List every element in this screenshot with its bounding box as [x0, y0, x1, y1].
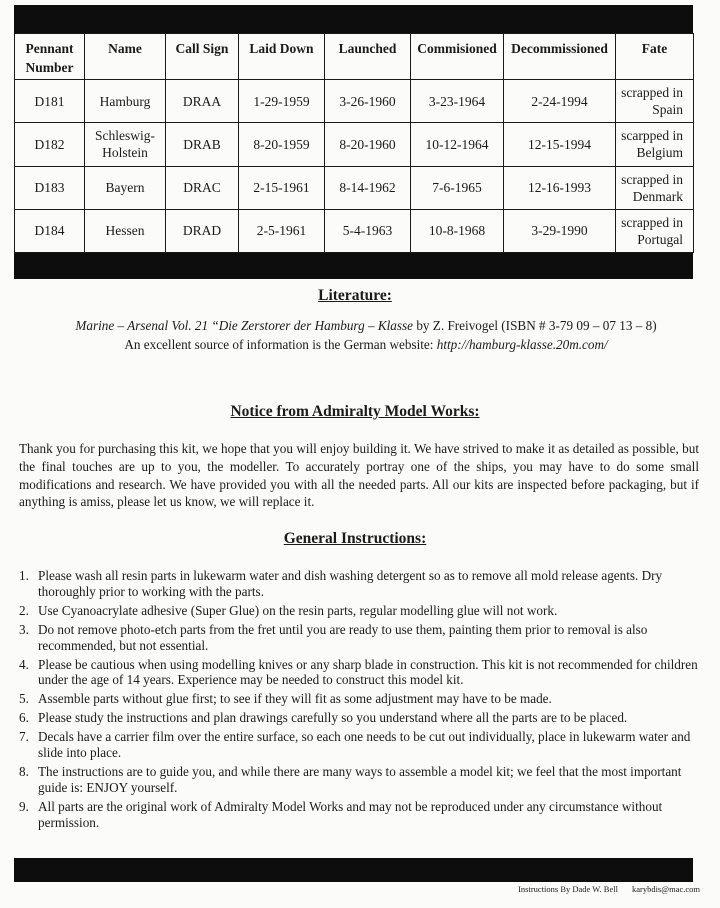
table-cell: DRAA: [166, 80, 239, 123]
table-cell: 3-23-1964: [411, 80, 504, 123]
author-credit: Instructions By Dade W. Bell: [518, 884, 618, 894]
table-cell: D182: [15, 123, 85, 166]
instruction-text: Use Cyanoacrylate adhesive (Super Glue) on the resin parts, regular modelling glue will not work.: [38, 602, 558, 618]
instructions-list: [19, 568, 703, 834]
list-item: 9. All parts are the original work of Admiralty Model Works and may not be reproduced under any circumstance without permission.: [19, 798, 663, 830]
literature-website-line: [6, 337, 720, 353]
website-label: An excellent source of information is the German website:: [124, 337, 437, 352]
table-cell: 8-20-1960: [325, 123, 411, 166]
literature-title: Marine – Arsenal Vol. 21 “Die Zerstorer der Hamburg – Klasse: [75, 318, 414, 333]
list-item: 8. The instructions are to guide you, and while there are many ways to assemble a model kit; we feel that the most important guide is: ENJOY yourself.: [19, 764, 682, 795]
header-name: Name: [85, 34, 166, 80]
list-item: 4. Please be cautious when using modelling knives or any sharp blade in construction. This kit is not recommended for children under the age of 14 years. Experience may be needed to construct this model kit.: [19, 656, 698, 688]
table-cell: scrapped in Spain: [616, 80, 694, 123]
table-header-row: [15, 34, 694, 80]
table-cell: 7-6-1965: [411, 166, 504, 209]
table-cell: 8-20-1959: [239, 123, 325, 166]
table-cell: 3-29-1990: [504, 209, 616, 252]
middle-black-bar: [14, 253, 693, 279]
table-cell: 2-5-1961: [239, 209, 325, 252]
literature-author: by Z. Freivogel (ISBN # 3-79 09 – 07 13 – 8): [413, 318, 657, 333]
table-cell: DRAC: [166, 166, 239, 209]
table-cell: D184: [15, 209, 85, 252]
table-cell: Bayern: [85, 166, 166, 209]
instruction-text: Please study the instructions and plan drawings carefully so you understand where all the parts are to be placed.: [38, 710, 628, 726]
instruction-text: The instructions are to guide you, and while there are many ways to assemble a model kit; we feel that the most important guide is: ENJOY yourself.: [38, 764, 682, 795]
table-cell: D181: [15, 80, 85, 123]
list-item: 6. Please study the instructions and plan drawings carefully so you understand where all the parts are to be placed.: [19, 710, 628, 726]
table-cell: 10-8-1968: [411, 209, 504, 252]
general-instructions-heading: General Instructions:: [283, 530, 427, 547]
header-commisioned: Commisioned: [411, 34, 504, 80]
instruction-text: Decals have a carrier film over the entire surface, so each one needs to be cut out individually, place in lukewarm water and slide into place.: [38, 729, 691, 761]
table-row: [15, 123, 694, 166]
header-launched: Launched: [325, 34, 411, 80]
table-cell: 3-26-1960: [325, 80, 411, 123]
table-cell: 12-16-1993: [504, 166, 616, 209]
table-cell: Hamburg: [85, 80, 166, 123]
table-cell: scrapped in Denmark: [616, 166, 694, 209]
bottom-black-bar: [14, 858, 693, 882]
website-link[interactable]: http://hamburg-klasse.20m.com/: [436, 337, 608, 352]
notice-heading: Notice from Admiralty Model Works:: [230, 403, 480, 420]
literature-source: [6, 318, 720, 334]
table-cell: Hessen: [85, 209, 166, 252]
table-cell: 5-4-1963: [325, 209, 411, 252]
list-item: 3. Do not remove photo-etch parts from the fret until you are ready to use them, painting them prior to removal is also recommended, but not essential.: [19, 621, 648, 653]
table-cell: DRAB: [166, 123, 239, 166]
footer-credit: [518, 884, 700, 894]
list-item: 7. Decals have a carrier film over the entire surface, so each one needs to be cut out individually, place in lukewarm water and slide into place.: [19, 729, 691, 761]
instruction-text: Please wash all resin parts in lukewarm water and dish washing detergent so as to remove all mold release agents. Dry thoroughly prior to working with the parts.: [38, 568, 663, 599]
table-cell: 2-15-1961: [239, 166, 325, 209]
table-row: [15, 209, 694, 252]
header-decommissioned: Decommissioned: [504, 34, 616, 80]
list-item: 1. Please wash all resin parts in lukewarm water and dish washing detergent so as to remove all mold release agents. Dry thoroughly prior to working with the parts.: [19, 568, 663, 599]
list-item: 5. Assemble parts without glue first; to see if they will fit as some adjustment may have to be made.: [19, 691, 552, 707]
header-laid-down: Laid Down: [239, 34, 325, 80]
author-email[interactable]: karybdis@mac.com: [631, 884, 700, 894]
table-cell: 1-29-1959: [239, 80, 325, 123]
list-item: 2. Use Cyanoacrylate adhesive (Super Glue) on the resin parts, regular modelling glue will not work.: [19, 602, 558, 618]
table-cell: scrapped in Portugal: [616, 209, 694, 252]
table-cell: DRAD: [166, 209, 239, 252]
instruction-text: Assemble parts without glue first; to see if they will fit as some adjustment may have to be made.: [38, 691, 552, 707]
table-cell: scarpped in Belgium: [616, 123, 694, 166]
table-cell: 8-14-1962: [325, 166, 411, 209]
instruction-text: All parts are the original work of Admiralty Model Works and may not be reproduced under any circumstance without permission.: [38, 798, 663, 830]
notice-body: Thank you for purchasing this kit, we hope that you will enjoy building it. We have strived to make it as detailed as possible, but the final touches are up to you, the modeller. To accurately portray one of the ships, you may have to do some small modifications and research. We have provided you with all the needed parts. All our kits are inspected before packaging, but if anything is amiss, please let us know, we will replace it.: [19, 441, 699, 510]
table-row: [15, 80, 694, 123]
header-fate: Fate: [616, 34, 694, 80]
header-pennant-number: Pennant Number: [15, 34, 85, 80]
top-black-bar: [14, 5, 693, 33]
table-cell: 2-24-1994: [504, 80, 616, 123]
table-cell: 12-15-1994: [504, 123, 616, 166]
instruction-text: Please be cautious when using modelling knives or any sharp blade in construction. This kit is not recommended for children under the age of 14 years. Experience may be needed to construct this model kit.: [38, 656, 698, 688]
table-cell: D183: [15, 166, 85, 209]
table-cell: Schleswig-Holstein: [85, 123, 166, 166]
literature-heading: Literature:: [318, 287, 392, 304]
table-row: [15, 166, 694, 209]
table-cell: 10-12-1964: [411, 123, 504, 166]
header-call-sign: Call Sign: [166, 34, 239, 80]
instruction-text: Do not remove photo-etch parts from the fret until you are ready to use them, painting them prior to removal is also recommended, but not essential.: [38, 621, 648, 653]
ship-data-table: [14, 33, 694, 253]
